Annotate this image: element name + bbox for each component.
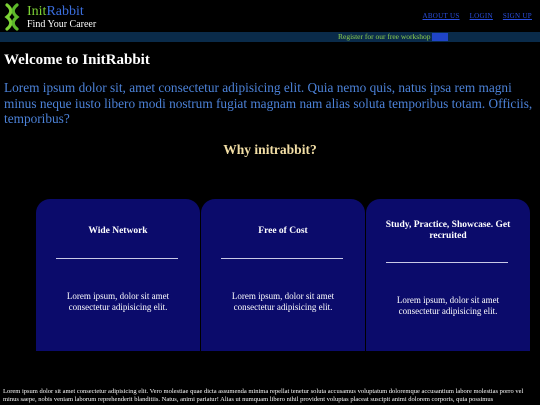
card-title: Study, Practice, Showcase. Get recruited: [385, 220, 511, 241]
nav-sign-up-link[interactable]: SIGN UP: [502, 12, 532, 20]
card-divider: [221, 258, 343, 259]
card-description: Lorem ipsum, dolor sit amet consectetur adipisicing elit.: [396, 295, 500, 316]
hero-lead-text: Lorem ipsum dolor sit, amet consectetur adipisicing elit. Quia nemo quis, natus ipsa rem magni minus neque iusto libero modi nostrum fugiat magnam nam alias soluta temporibus totam. Officiis, temporibus?: [4, 80, 533, 126]
register-workshop-link[interactable]: Register for our free workshop: [338, 32, 431, 41]
site-header: [0, 0, 540, 32]
brand-init: Init: [27, 4, 47, 19]
nav-about-us-link[interactable]: ABOUT US: [422, 12, 460, 20]
card-divider: [386, 262, 508, 263]
feature-card-free-of-cost: [201, 199, 365, 351]
nav-login-link[interactable]: LOGIN: [469, 12, 493, 20]
why-heading: Why initrabbit?: [223, 142, 317, 157]
card-title: Free of Cost: [258, 226, 308, 236]
brand-rabbit: Rabbit: [46, 4, 84, 19]
register-bar: [0, 32, 540, 42]
rabbit-logo-icon[interactable]: [3, 3, 21, 31]
feature-card-get-recruited: [366, 199, 530, 351]
register-highlight: [432, 33, 448, 41]
brand-name[interactable]: [27, 4, 84, 19]
footer-text: Lorem ipsum dolor sit amet consectetur adipisicing elit. Vero molestiae quae dicta assumenda minima repellat tenetur soluta accusamus voluptatum doloremque accusantium labore molestias porro vel minus saepe, nobis veniam laborum reprehenderit blanditiis. Natus, animi pariatur! Alias ut numquam libero nihil provident voluptas placeat suscipit animi dolorem corporis, quia possimus: [3, 388, 524, 403]
tagline: Find Your Career: [27, 19, 97, 30]
feature-card-wide-network: [36, 199, 200, 351]
page-title: Welcome to InitRabbit: [4, 52, 150, 68]
card-divider: [56, 258, 178, 259]
card-description: Lorem ipsum, dolor sit amet consectetur adipisicing elit.: [66, 291, 170, 312]
card-description: Lorem ipsum, dolor sit amet consectetur adipisicing elit.: [231, 291, 335, 312]
main-nav: [422, 12, 532, 21]
card-title: Wide Network: [88, 226, 148, 236]
